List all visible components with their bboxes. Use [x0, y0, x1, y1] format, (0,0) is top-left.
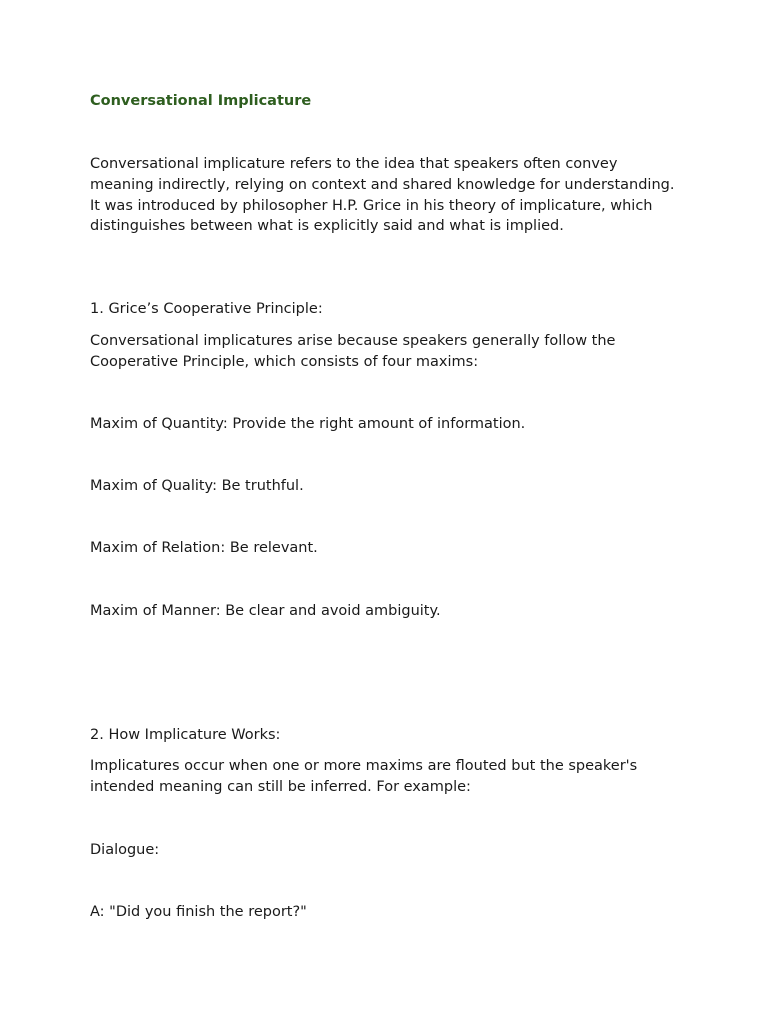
document-title: Conversational Implicature	[90, 93, 312, 109]
section-body-cooperative-principle: Conversational implicatures arise because speakers generally follow the Cooperative Principle, which consists of four maxims:	[90, 333, 616, 370]
dialogue-label: Dialogue:	[90, 842, 160, 858]
section-heading-cooperative-principle: 1. Grice’s Cooperative Principle:	[90, 301, 323, 317]
section-heading-how-implicature-works: 2. How Implicature Works:	[90, 727, 281, 743]
maxim-quantity: Maxim of Quantity: Provide the right amount of information.	[90, 416, 526, 432]
intro-paragraph: Conversational implicature refers to the idea that speakers often convey meaning indirectly, relying on context and shared knowledge for understanding. It was introduced by philosopher H.P. Grice in his theory of implicature, which distinguishes between what is explicitly said and what is implied.	[90, 156, 675, 235]
maxim-quality: Maxim of Quality: Be truthful.	[90, 478, 304, 494]
dialogue-line: A: "Did you finish the report?"	[90, 904, 307, 920]
section-body-how-implicature-works: Implicatures occur when one or more maxims are flouted but the speaker's intended meaning can still be inferred. For example:	[90, 758, 638, 795]
maxim-manner: Maxim of Manner: Be clear and avoid ambiguity.	[90, 603, 441, 619]
maxim-relation: Maxim of Relation: Be relevant.	[90, 540, 318, 556]
